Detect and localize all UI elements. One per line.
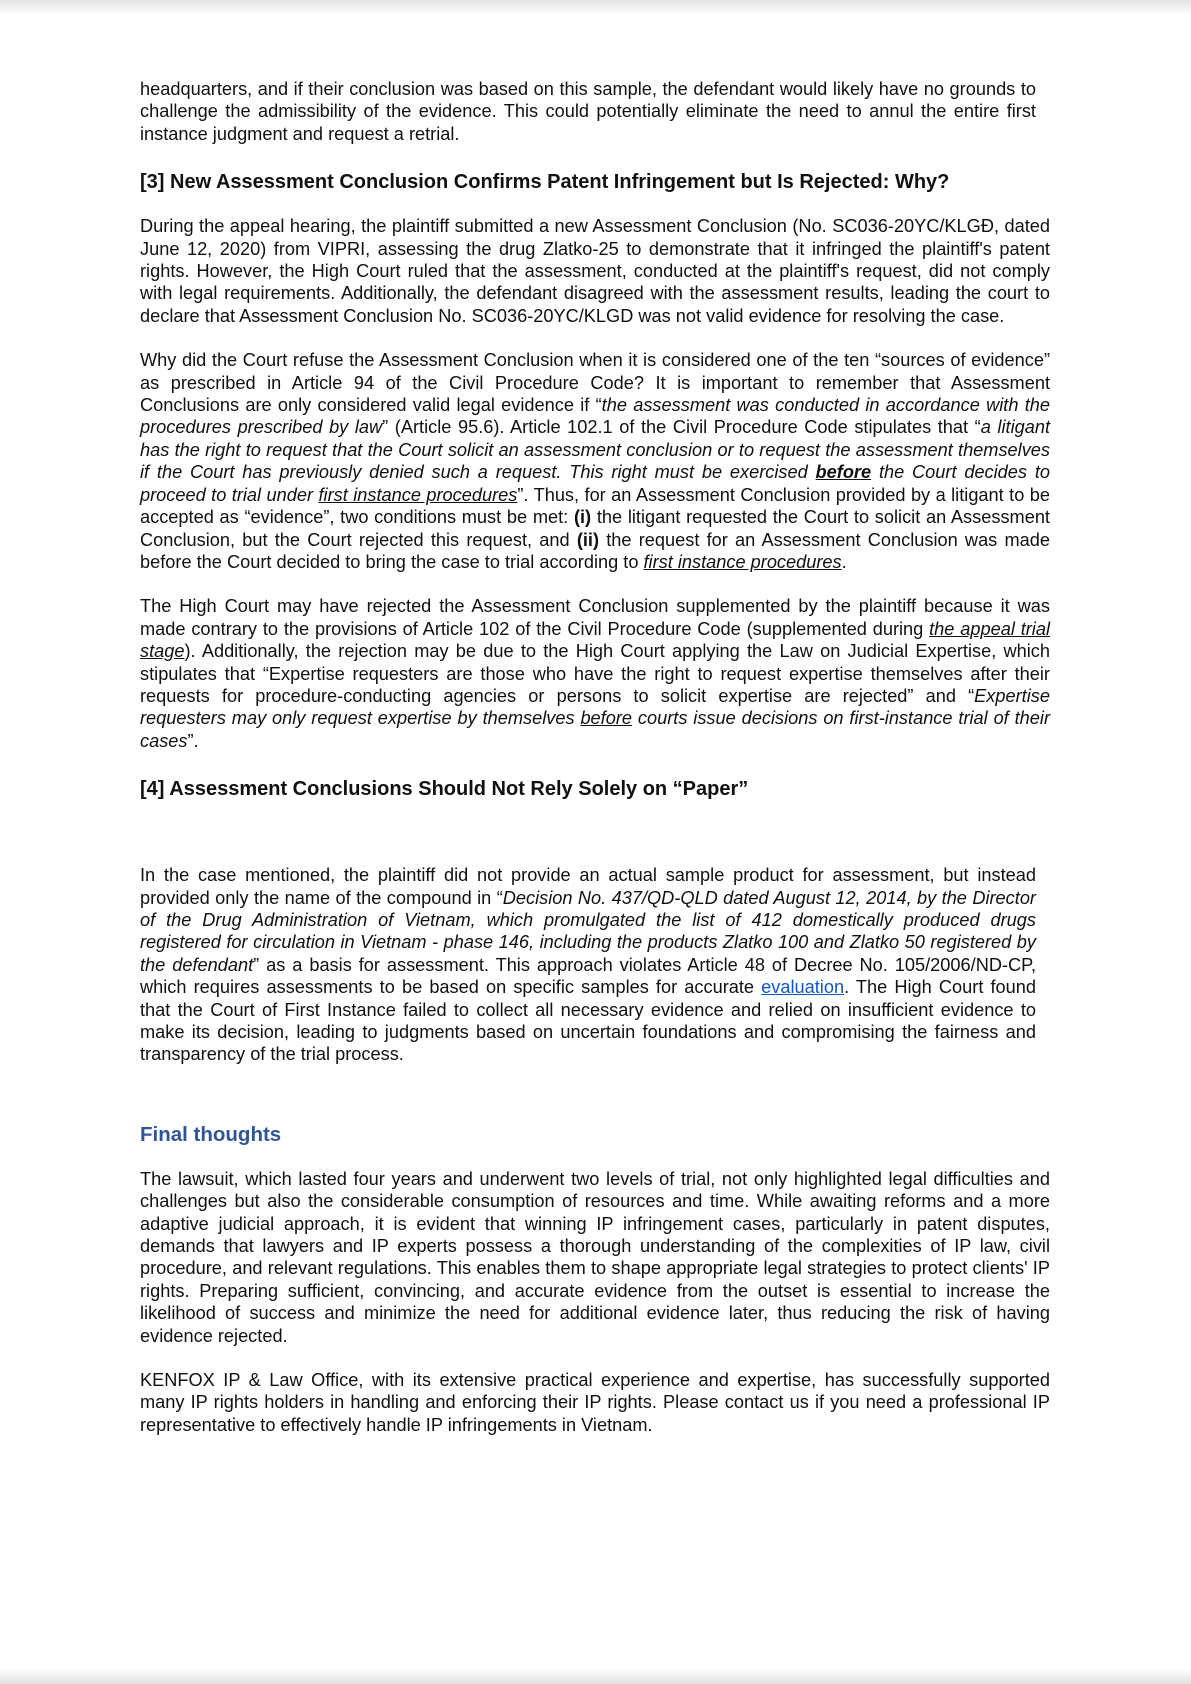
page-bottom-shadow xyxy=(0,1668,1191,1684)
page-top-shadow xyxy=(0,0,1191,14)
section-3-heading: [3] New Assessment Conclusion Confirms Patent Infringement but Is Rejected: Why? xyxy=(140,171,950,194)
intro-paragraph: headquarters, and if their conclusion was based on this sample, the defendant would likely have no grounds to challenge the admissibility of the evidence. This could potentially eliminate the need to annul the entire first instance judgment and request a retrial. xyxy=(140,79,1036,144)
final-thoughts-heading: Final thoughts xyxy=(140,1122,282,1146)
evaluation-link[interactable]: evaluation xyxy=(761,977,845,998)
document-page xyxy=(140,78,1050,1436)
final-thoughts-paragraph-2: KENFOX IP & Law Office, with its extensive practical experience and expertise, has successfully supported many IP rights holders in handling and enforcing their IP rights. Please contact us if you need a professional IP representative to effectively handle IP infringements in Vietnam. xyxy=(140,1370,1050,1435)
final-thoughts-paragraph-1: The lawsuit, which lasted four years and underwent two levels of trial, not only highlighted legal difficulties and challenges but also the considerable consumption of resources and time. While awaiting reforms and a more adaptive judicial approach, it is evident that winning IP infringement cases, particularly in patent disputes, demands that lawyers and IP experts possess a thorough understanding of the complexities of IP law, civil procedure, and relevant regulations. This enables them to shape appropriate legal strategies to protect clients' IP rights. Preparing sufficient, convincing, and accurate evidence from the outset is essential to increase the likelihood of success and minimize the need for additional evidence later, thus reducing the risk of having evidence rejected. xyxy=(140,1168,1050,1346)
section-3-paragraph-1: During the appeal hearing, the plaintiff submitted a new Assessment Conclusion (No. SC036-20YC/KLGĐ, dated June 12, 2020) from VIPRI, assessing the drug Zlatko-25 to demonstrate that it infringed the plaintiff's patent rights. However, the High Court ruled that the assessment, conducted at the plaintiff's request, did not comply with legal requirements. Additionally, the defendant disagreed with the assessment results, leading the court to declare that Assessment Conclusion No. SC036-20YC/KLGD was not valid evidence for resolving the case. xyxy=(140,216,1050,326)
section-4-heading: [4] Assessment Conclusions Should Not Rely Solely on “Paper” xyxy=(140,778,749,801)
section-3-paragraph-2: Why did the Court refuse the Assessment Conclusion when it is considered one of the ten “sources of evidence” as prescribed in Article 94 of the Civil Procedure Code? It is important to remember that Assessment Conclusions are only considered valid legal evidence if “the assessment was conducted in accordance with the procedures prescribed by law” (Article 95.6). Article 102.1 of the Civil Procedure Code stipulates that “a litigant has the right to request that the Court solicit an assessment conclusion or to request the assessment themselves if the Court has previously denied such a request. This right must be exercised before the Court decides to proceed to trial under first instance procedures”. Thus, for an Assessment Conclusion provided by a litigant to be accepted as “evidence”, two conditions must be met: (i) the litigant requested the Court to solicit an Assessment Conclusion, but the Court rejected this request, and (ii) the request for an Assessment Conclusion was made before the Court decided to bring the case to trial according to first instance procedures. xyxy=(140,350,1051,572)
section-4-paragraph-1: In the case mentioned, the plaintiff did not provide an actual sample product for assessment, but instead provided only the name of the compound in “Decision No. 437/QD-QLD dated August 12, 2014, by the Director of the Drug Administration of Vietnam, which promulgated the list of 412 domestically produced drugs registered for circulation in Vietnam - phase 146, including the products Zlatko 100 and Zlatko 50 registered by the defendant” as a basis for assessment. This approach violates Article 48 of Decree No. 105/2006/ND-CP, which requires assessments to be based on specific samples for accurate evaluation. The High Court found that the Court of First Instance failed to collect all necessary evidence and relied on insufficient evidence to make its decision, leading to judgments based on uncertain foundations and compromising the fairness and transparency of the trial process. xyxy=(140,865,1036,1065)
section-3-paragraph-3: The High Court may have rejected the Assessment Conclusion supplemented by the plaintiff because it was made contrary to the provisions of Article 102 of the Civil Procedure Code (supplemented during the appeal trial stage). Additionally, the rejection may be due to the High Court applying the Law on Judicial Expertise, which stipulates that “Expertise requesters are those who have the right to request expertise themselves after their requests for procedure-conducting agencies or persons to solicit expertise are rejected” and “Expertise requesters may only request expertise by themselves before courts issue decisions on first-instance trial of their cases”. xyxy=(140,596,1050,751)
